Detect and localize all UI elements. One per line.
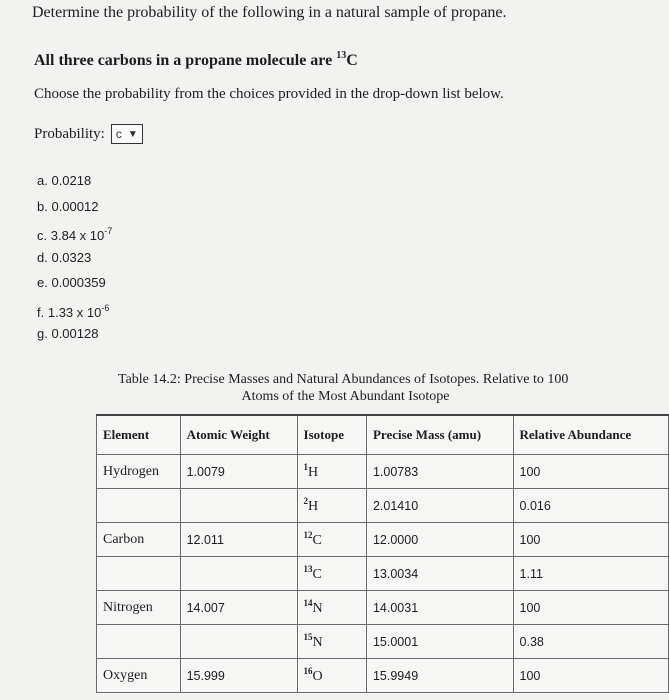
cell-relative-abundance: 100: [513, 455, 668, 489]
choice-letter: e.: [37, 275, 48, 290]
cell-element: [97, 489, 181, 523]
cell-relative-abundance: 100: [513, 523, 668, 557]
cell-element: Oxygen: [97, 659, 181, 693]
carbon-superscript: 13: [336, 50, 347, 61]
cell-isotope: [297, 625, 366, 659]
cell-element: [97, 625, 181, 659]
table-row: [97, 557, 669, 591]
cell-relative-abundance: 1.11: [513, 557, 668, 591]
choice-item: [37, 194, 112, 220]
chevron-down-icon: ▼: [127, 128, 138, 140]
choice-item: [37, 270, 112, 296]
header-atomic-weight: Atomic Weight: [180, 415, 297, 455]
cell-isotope: [297, 489, 366, 523]
table-caption-line2: Atoms of the Most Abundant Isotope: [241, 389, 450, 404]
header-element: Element: [97, 415, 181, 455]
isotope-mass-number: 16: [303, 666, 313, 676]
choices-list: [37, 168, 112, 347]
choice-value: 0.00128: [51, 326, 99, 341]
isotope-mass-number: 2: [303, 496, 309, 506]
isotope-symbol: H: [308, 499, 319, 514]
cell-atomic-weight: [180, 489, 297, 523]
cell-relative-abundance: 100: [513, 659, 668, 693]
cell-element: Hydrogen: [97, 455, 181, 489]
cell-atomic-weight: 1.0079: [180, 455, 297, 489]
cell-isotope: [297, 659, 366, 693]
choice-item: [37, 219, 112, 245]
table-row: [97, 455, 669, 489]
cell-isotope: [297, 523, 366, 557]
header-relative-abundance: Relative Abundance: [513, 415, 668, 455]
instruction-text: Choose the probability from the choices provided in the drop-down list below.: [34, 86, 504, 102]
choice-letter: f.: [37, 304, 45, 320]
isotope-mass-number: 14: [303, 598, 313, 608]
table-row: [97, 591, 669, 625]
choice-item: [37, 245, 112, 271]
cell-relative-abundance: 0.016: [513, 489, 668, 523]
cell-element: Nitrogen: [97, 591, 181, 625]
cell-atomic-weight: [180, 625, 297, 659]
cell-atomic-weight: 15.999: [180, 659, 297, 693]
choice-letter: d.: [37, 249, 48, 265]
cell-atomic-weight: [180, 557, 297, 591]
choice-exponent: -7: [104, 226, 113, 236]
question-title: Determine the probability of the following in a natural sample of propane.: [32, 4, 507, 21]
table-row: [97, 489, 669, 523]
cell-isotope: [297, 591, 366, 625]
choice-item: [37, 168, 112, 194]
cell-precise-mass: 13.0034: [366, 557, 513, 591]
choice-letter: a.: [37, 173, 48, 188]
cell-isotope: [297, 557, 366, 591]
table-row: [97, 659, 669, 693]
choice-value: 3.84 x 10: [50, 228, 105, 243]
choice-item: [37, 321, 112, 347]
cell-element: Carbon: [97, 523, 181, 557]
choice-letter: b.: [37, 198, 48, 214]
cell-precise-mass: 12.0000: [366, 523, 513, 557]
choice-letter: g.: [37, 326, 48, 341]
table-row: [97, 523, 669, 557]
choice-item: [37, 296, 112, 322]
isotope-mass-number: 13: [303, 564, 313, 574]
isotope-table: [96, 414, 669, 693]
isotope-symbol: C: [312, 567, 322, 582]
cell-precise-mass: 15.9949: [366, 659, 513, 693]
probability-selected-value: c: [115, 127, 122, 141]
carbon-statement-text: All three carbons in a propane molecule are: [34, 52, 333, 69]
isotope-symbol: N: [312, 601, 323, 616]
probability-row: [34, 124, 143, 144]
cell-precise-mass: 1.00783: [366, 455, 513, 489]
table-header-row: [97, 415, 669, 455]
carbon-symbol: C: [346, 52, 358, 69]
probability-label: Probability:: [34, 125, 105, 142]
header-isotope: Isotope: [297, 415, 366, 455]
choice-value: 0.00012: [51, 198, 99, 214]
carbon-statement: [34, 50, 358, 70]
choice-value: 0.0323: [51, 249, 92, 265]
isotope-mass-number: 12: [303, 530, 313, 540]
cell-precise-mass: 14.0031: [366, 591, 513, 625]
isotope-symbol: H: [308, 465, 319, 480]
cell-atomic-weight: 12.011: [180, 523, 297, 557]
choice-letter: c.: [37, 228, 48, 243]
table-row: [97, 625, 669, 659]
isotope-mass-number: 15: [303, 632, 313, 642]
table-caption-line1: Table 14.2: Precise Masses and Natural Abundances of Isotopes. Relative to 100: [118, 372, 569, 387]
cell-isotope: [297, 455, 366, 489]
choice-value: 0.000359: [51, 275, 106, 290]
cell-relative-abundance: 0.38: [513, 625, 668, 659]
isotope-symbol: N: [312, 635, 323, 650]
cell-relative-abundance: 100: [513, 591, 668, 625]
isotope-symbol: O: [312, 669, 323, 684]
cell-element: [97, 557, 181, 591]
probability-dropdown[interactable]: [111, 124, 143, 144]
choice-exponent: -6: [101, 302, 110, 313]
cell-precise-mass: 2.01410: [366, 489, 513, 523]
table-caption: [118, 372, 663, 405]
header-precise-mass: Precise Mass (amu): [366, 415, 513, 455]
cell-atomic-weight: 14.007: [180, 591, 297, 625]
isotope-mass-number: 1: [303, 462, 309, 472]
isotope-symbol: C: [312, 533, 322, 548]
choice-value: 0.0218: [51, 173, 92, 188]
choice-value: 1.33 x 10: [47, 304, 102, 320]
cell-precise-mass: 15.0001: [366, 625, 513, 659]
